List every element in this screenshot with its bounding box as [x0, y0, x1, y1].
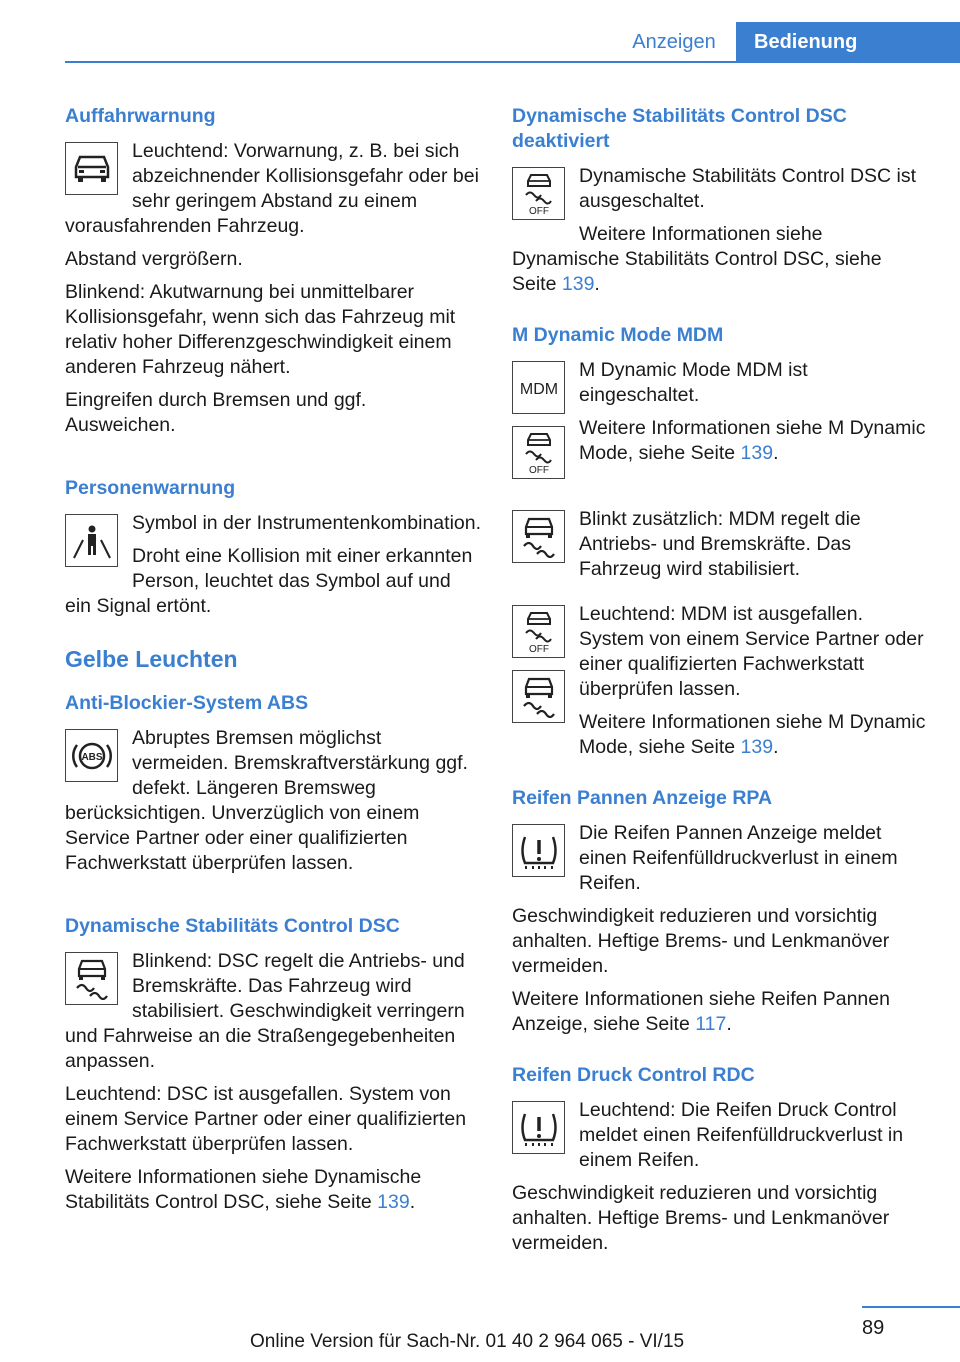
- punct: .: [773, 442, 779, 464]
- page-link-139[interactable]: 139: [740, 442, 774, 464]
- tire-pressure-icon: [512, 824, 565, 877]
- heading-gelbe-leuchten: Gelbe Leuchten: [65, 646, 238, 672]
- punct: .: [594, 273, 600, 295]
- paragraph: [512, 710, 928, 760]
- paragraph-text: Weitere Informationen siehe Reifen Pannen Anzeige, siehe Seite: [512, 988, 890, 1035]
- paragraph: Dynamische Stabilitäts Control DSC ist ausgeschaltet.: [579, 165, 917, 212]
- section-title-dsc: Dynamische Stabilitäts Control DSC: [65, 915, 400, 937]
- car-warning-icon: [65, 142, 118, 195]
- punct: .: [773, 736, 779, 758]
- dsc-off-icon: [512, 605, 565, 658]
- left-column: [65, 104, 481, 1223]
- dsc-off-icon: [512, 167, 565, 220]
- header-rule: [65, 61, 960, 63]
- abs-icon: [65, 729, 118, 782]
- dsc-off-icon: [512, 426, 565, 479]
- paragraph: Blinkend: Akutwarnung bei unmittelbarer Kollisionsgefahr, wenn sich das Fahrzeug mit relativ hoher Differenzgeschwindigkeit einem anderen Fahrzeug nähert.: [65, 281, 456, 378]
- paragraph: Leuchtend: MDM ist ausgefallen. System von einem Service Partner oder einer qualifizierten Fachwerkstatt überprüfen lassen.: [579, 603, 924, 700]
- mdm-icon-stack: [512, 361, 565, 491]
- mdm-icon: [512, 361, 565, 414]
- paragraph-text: Weitere Informationen siehe Dynamische Stabilitäts Control DSC, siehe Seite: [65, 1166, 422, 1213]
- section-title-rdc: Reifen Druck Control RDC: [512, 1064, 755, 1086]
- section-title-mdm: M Dynamic Mode MDM: [512, 324, 724, 346]
- paragraph: Leuchtend: Vorwarnung, z. B. bei sich abzeichnender Kollisionsgefahr oder bei sehr geringem Abstand zu einem vorausfahrenden Fahrzeug.: [65, 140, 479, 237]
- footer-rule: [862, 1306, 960, 1308]
- paragraph: [65, 1165, 481, 1215]
- paragraph: M Dynamic Mode MDM ist eingeschaltet.: [579, 359, 808, 406]
- page-link-139[interactable]: 139: [561, 273, 595, 295]
- paragraph: Die Reifen Pannen Anzeige meldet einen Reifenfülldruckverlust in einem Reifen.: [579, 822, 898, 894]
- paragraph: Eingreifen durch Bremsen und ggf. Ausweichen.: [65, 389, 367, 436]
- paragraph: Geschwindigkeit reduzieren und vorsichtig anhalten. Heftige Brems- und Lenkmanöver vermeiden.: [512, 905, 890, 977]
- paragraph-text: Weitere Informationen siehe Dynamische Stabilitäts Control DSC, siehe Seite: [512, 223, 882, 295]
- paragraph: Abruptes Bremsen möglichst vermeiden. Bremskraftverstärkung ggf. defekt. Längeren Bremsweg berücksichtigen. Unverzüglich von einem Service Partner oder einer qualifizierten Fachwerkstatt überprüfen lassen.: [65, 727, 468, 874]
- punct: .: [726, 1013, 732, 1035]
- paragraph: Droht eine Kollision mit einer erkannten Person, leuchtet das Symbol auf und ein Signal ertönt.: [65, 545, 473, 617]
- paragraph: [512, 987, 928, 1037]
- page-link-117[interactable]: 117: [695, 1013, 727, 1035]
- dsc-icon: [512, 510, 565, 563]
- tab-bedienung[interactable]: Bedienung: [736, 22, 960, 63]
- mdm-icon-label: MDM: [519, 380, 558, 398]
- page-link-139[interactable]: 139: [377, 1191, 410, 1213]
- page-link-139[interactable]: 139: [740, 736, 774, 758]
- dsc-off-label: OFF: [528, 205, 549, 216]
- paragraph: Geschwindigkeit reduzieren und vorsichtig anhalten. Heftige Brems- und Lenkmanöver vermeiden.: [512, 1182, 890, 1254]
- dsc-off-label: OFF: [528, 643, 549, 654]
- paragraph-text: Weitere Informationen siehe M Dynamic Mode, siehe Seite: [579, 417, 926, 464]
- tab-anzeigen[interactable]: Anzeigen: [632, 31, 716, 53]
- footer-text: Online Version für Sach-Nr. 01 40 2 964 065 - VI/15: [250, 1331, 685, 1352]
- paragraph: Blinkt zusätzlich: MDM regelt die Antriebs- und Bremskräfte. Das Fahrzeug wird stabilisiert.: [579, 508, 861, 580]
- paragraph: Leuchtend: DSC ist ausgefallen. System von einem Service Partner oder einer qualifizierten Fachwerkstatt überprüfen lassen.: [65, 1083, 467, 1155]
- page-number: 89: [862, 1317, 885, 1339]
- dsc-off-label: OFF: [528, 464, 549, 475]
- paragraph: Symbol in der Instrumentenkombination.: [132, 512, 482, 534]
- paragraph: [512, 222, 928, 297]
- paragraph: Leuchtend: Die Reifen Druck Control meldet einen Reifenfülldruckverlust in einem Reifen.: [579, 1099, 904, 1171]
- paragraph: Blinkend: DSC regelt die Antriebs- und Bremskräfte. Das Fahrzeug wird stabilisiert. Geschwindigkeit verringern und Fahrweise an die Straßengegebenheiten anpassen.: [65, 950, 465, 1072]
- mdm-fail-icon-stack: [512, 605, 565, 735]
- section-title-rpa: Reifen Pannen Anzeige RPA: [512, 787, 773, 809]
- section-title-auffahrwarnung: Auffahrwarnung: [65, 105, 216, 127]
- section-title-dsc-deaktiviert: Dynamische Stabilitäts Control DSC deaktiviert: [512, 105, 847, 152]
- dsc-icon: [65, 952, 118, 1005]
- section-title-personenwarnung: Personenwarnung: [65, 477, 236, 499]
- punct: .: [409, 1191, 416, 1213]
- section-title-abs: Anti-Blockier-System ABS: [65, 692, 309, 714]
- dsc-icon: [512, 670, 565, 723]
- right-column: [512, 104, 928, 1264]
- paragraph: [512, 416, 928, 466]
- paragraph-text: Weitere Informationen siehe M Dynamic Mode, siehe Seite: [579, 711, 926, 758]
- abs-icon-label: ABS: [80, 751, 103, 763]
- paragraph: Abstand vergrößern.: [65, 248, 243, 270]
- pedestrian-warning-icon: [65, 514, 118, 567]
- tire-pressure-icon: [512, 1101, 565, 1154]
